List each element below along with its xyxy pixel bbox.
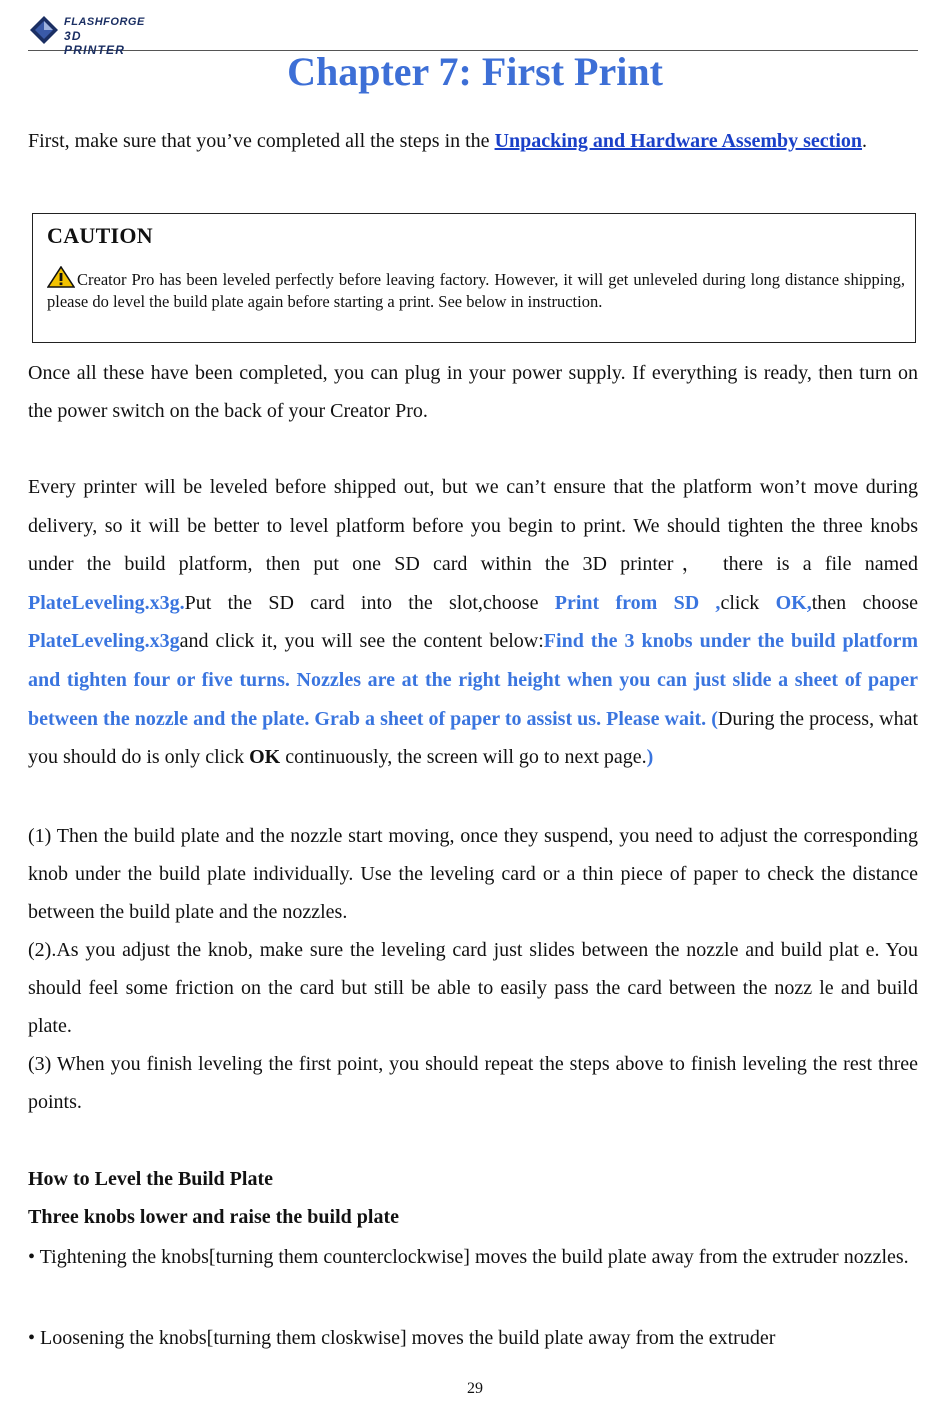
how-to-heading: How to Level the Build Plate xyxy=(28,1168,273,1190)
knobs-heading: Three knobs lower and raise the build plate xyxy=(28,1206,399,1228)
step-3: (3) When you finish leveling the first point, you should repeat the steps above to finish leveling the rest three points. xyxy=(28,1053,918,1114)
leveling-text-7: continuously, the screen will go to next page. xyxy=(280,746,647,769)
printer-screen-text: Find the 3 knobs under the build platform and tighten four or five turns. Nozzles are at the right height when you can just slide a sheet of paper between the nozzle and the plate. Grab a sheet of paper to assist us. Please wait. ( xyxy=(28,630,918,730)
leveling-text-3: click xyxy=(720,591,776,614)
leveling-text-1: Every printer will be leveled before shipped out, but we can’t ensure that the platform won’t move during delivery, so it will be better to level platform before you begin to print. We should tighten the three knobs under the build platform, then put one SD card within the 3D printer， there is a file named xyxy=(28,476,918,576)
intro-text: First, make sure that you’ve completed all the steps in the xyxy=(28,130,495,152)
logo-line2: 3D PRINTER xyxy=(64,29,126,57)
logo-line1: FLASHFORGE xyxy=(64,16,145,28)
caution-box xyxy=(32,213,916,343)
bullet-tightening: • Tightening the knobs[turning them counterclockwise] moves the build plate away from the extruder nozzles. xyxy=(28,1246,909,1268)
print-from-sd-menu: Print from SD , xyxy=(554,591,721,614)
plate-leveling-file-2: PlateLeveling.x3g xyxy=(28,630,180,653)
ok-label: OK, xyxy=(775,591,812,614)
close-paren: ) xyxy=(646,746,654,769)
leveling-text-4: then choose xyxy=(811,591,918,614)
power-paragraph: Once all these have been completed, you can plug in your power supply. If everything is ready, then turn on the power switch on the back of your Creator Pro. xyxy=(28,362,918,422)
intro-end: . xyxy=(862,130,868,152)
plate-leveling-file: PlateLeveling.x3g. xyxy=(28,591,185,614)
leveling-paragraph xyxy=(28,468,918,777)
leveling-text-2: Put the SD card into the slot,choose xyxy=(184,591,555,614)
page-number: 29 xyxy=(467,1380,483,1397)
caution-text-block xyxy=(47,266,905,313)
ok-label-2: OK xyxy=(249,746,281,769)
page-header xyxy=(28,12,918,57)
bullet-loosening: • Loosening the knobs[turning them closkwise] moves the build plate away from the extruder xyxy=(28,1327,776,1349)
diamond-logo-icon xyxy=(28,14,60,46)
caution-title: CAUTION xyxy=(47,223,153,248)
caution-text: Creator Pro has been leveled perfectly before leaving factory. However, it will get unleveled during long distance shipping, please do level the build plate again before starting a print. See below in instruction. xyxy=(47,270,905,311)
assembly-section-link[interactable]: Unpacking and Hardware Assemby section xyxy=(494,130,863,152)
intro-paragraph xyxy=(28,122,918,161)
chapter-title: Chapter 7: First Print xyxy=(287,49,663,94)
leveling-text-5: and click it, you will see the content below: xyxy=(179,630,544,653)
step-1: (1) Then the build plate and the nozzle start moving, once they suspend, you need to adjust the corresponding knob under the build plate individually. Use the leveling card or a thin piece of paper to check the distance between the build plate and the nozzles. xyxy=(28,825,918,924)
leveling-text-6: During the process, what you should do is only click xyxy=(28,707,919,769)
warning-triangle-icon xyxy=(47,266,75,288)
step-2: (2).As you adjust the knob, make sure the leveling card just slides between the nozzle and build plat e. You should feel some friction on the card but still be able to easily pass the card between the nozz le and build plate. xyxy=(28,939,918,1038)
